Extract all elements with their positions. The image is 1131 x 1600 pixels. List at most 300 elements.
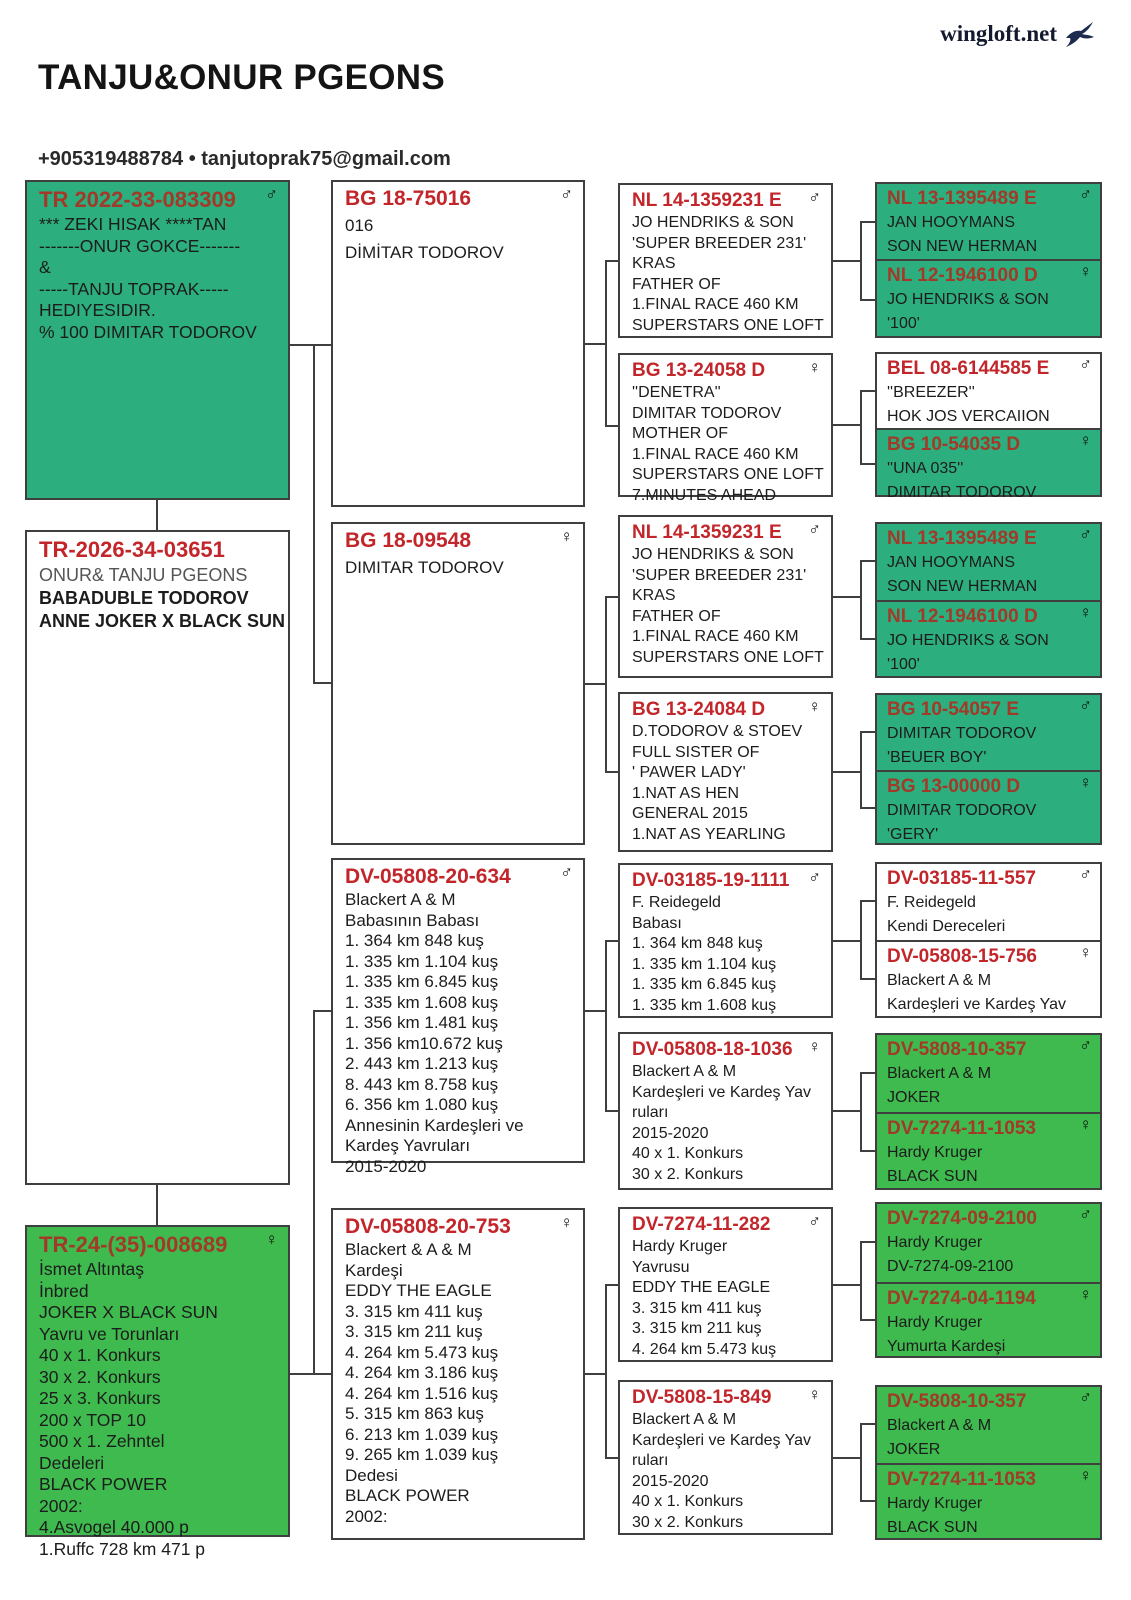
box-lines — [887, 1311, 1094, 1359]
connector-line — [860, 390, 875, 392]
box-line: 2015-2020 — [345, 1156, 427, 1176]
ring-number: DV-7274-11-1053 — [887, 1118, 1036, 1139]
connector-line — [860, 1072, 875, 1074]
female-icon: ♀ — [1079, 1115, 1092, 1134]
pedigree-box-nl-13-1395489-e-2[interactable] — [875, 522, 1102, 602]
box-line: SON NEW HERMAN — [887, 238, 1038, 255]
box-line: 1. 335 km 6.845 kuş — [632, 976, 777, 993]
box-line: Blackert A & M — [345, 890, 456, 909]
connector-line — [605, 260, 618, 262]
pedigree-box-bg-10-54035-d[interactable] — [875, 428, 1102, 501]
box-line: 30 x 2. Konkurs — [632, 1165, 744, 1183]
ring-number: DV-7274-11-1053 — [887, 1469, 1036, 1490]
box-line: Hardy Kruger — [887, 1144, 983, 1161]
pedigree-box-dv-7274-11-1053-2[interactable] — [875, 1463, 1102, 1540]
pedigree-box-dv-05808-15-756[interactable] — [875, 940, 1102, 1018]
male-icon: ♂ — [1079, 696, 1092, 715]
connector-line — [860, 1319, 875, 1321]
ring-number: NL 12-1946100 D — [887, 265, 1038, 286]
female-icon: ♀ — [1079, 1285, 1092, 1304]
box-lines — [887, 1231, 1094, 1279]
female-icon: ♀ — [560, 527, 573, 546]
box-line: Hardy Kruger — [887, 1314, 983, 1331]
box-line: FATHER OF — [632, 607, 721, 625]
connector-line — [833, 596, 860, 598]
box-line: JAN HOOYMANS — [887, 554, 1016, 571]
pedigree-box-nl-14-1359231-e-2[interactable] — [618, 515, 833, 678]
box-header — [887, 697, 1094, 722]
ring-number: DV-5808-10-357 — [887, 1391, 1027, 1412]
box-line: JO HENDRIKS & SON — [887, 632, 1049, 649]
pedigree-box-bg-13-24058-d[interactable] — [618, 353, 833, 504]
pedigree-box-nl-12-1946100-d-2[interactable] — [875, 600, 1102, 678]
box-line: DİMİTAR TODOROV — [345, 243, 504, 262]
box-line: *** ZEKI HISAK ****TAN — [39, 214, 227, 234]
box-header — [632, 189, 823, 213]
box-header — [345, 528, 575, 554]
box-line: 2002: — [345, 1506, 388, 1526]
box-line: Blackert A & M — [887, 1417, 992, 1434]
connector-line — [860, 1241, 862, 1319]
ring-number: DV-05808-20-634 — [345, 865, 511, 888]
box-line: 2. 443 km 1.213 kuş — [345, 1054, 499, 1073]
box-line: 1. 335 km 1.608 kuş — [345, 992, 499, 1012]
box-line: 4. 264 km 1.516 kuş — [345, 1383, 499, 1403]
male-icon: ♂ — [808, 1212, 821, 1231]
box-line: 'SUPER BREEDER 231' — [632, 566, 807, 584]
box-line: F. Reidegeld — [632, 894, 721, 911]
pedigree-box-tr-2022-33-083309[interactable] — [25, 180, 290, 500]
connector-line — [605, 596, 618, 598]
box-line: DIMITAR TODOROV — [887, 802, 1037, 819]
connector-line — [833, 1110, 860, 1112]
connector-line — [605, 596, 607, 771]
ring-number: DV-7274-09-2100 — [887, 1208, 1037, 1229]
female-icon: ♀ — [808, 697, 821, 716]
box-line: 5. 315 km 863 kuş — [345, 1404, 484, 1423]
box-line: 1. 335 km 1.608 kuş — [632, 996, 777, 1014]
pedigree-box-bg-18-09548[interactable] — [331, 522, 585, 845]
box-line: 40 x 1. Konkurs — [39, 1345, 161, 1365]
box-line: Dedeleri — [39, 1452, 105, 1473]
box-line: 1.NAT AS YEARLING — [632, 825, 786, 843]
ring-number: DV-5808-15-849 — [632, 1387, 772, 1408]
box-line: ruları — [632, 1452, 669, 1469]
box-line: 9. 265 km 1.039 kuş — [345, 1445, 499, 1464]
pedigree-box-bg-13-00000-d[interactable] — [875, 770, 1102, 845]
pedigree-box-dv-5808-15-849[interactable] — [618, 1380, 833, 1535]
male-icon: ♂ — [265, 185, 278, 204]
male-icon: ♂ — [560, 863, 573, 882]
box-header — [887, 604, 1094, 629]
box-line: KRAS — [632, 255, 676, 272]
box-header — [887, 1116, 1094, 1141]
pedigree-box-tr-2026-34-03651[interactable] — [25, 530, 290, 1185]
box-line: Blackert A & M — [887, 1065, 992, 1082]
box-line: JOKER — [887, 1441, 941, 1458]
box-line: 200 x TOP 10 — [39, 1409, 147, 1430]
ring-number: TR 2022-33-083309 — [39, 187, 236, 212]
connector-line — [605, 1284, 618, 1286]
box-line: Hardy Kruger — [887, 1234, 983, 1251]
box-line: Dedesi — [345, 1465, 398, 1485]
male-icon: ♂ — [1079, 1036, 1092, 1055]
box-line: Kardeş Yavruları — [345, 1136, 471, 1155]
box-line: Blackert A & M — [632, 1411, 737, 1428]
box-line: 3. 315 km 211 kuş — [345, 1322, 483, 1341]
connector-line — [313, 1010, 315, 1373]
connector-line — [860, 1423, 875, 1425]
box-line: SON NEW HERMAN — [887, 578, 1038, 595]
box-lines — [345, 554, 575, 581]
box-line: DIMITAR TODOROV — [887, 484, 1037, 501]
ring-number: NL 13-1395489 E — [887, 528, 1037, 549]
connector-line — [860, 560, 862, 638]
brand-name: wingloft.net — [940, 21, 1057, 46]
box-line: 1. 335 km 1.104 kuş — [345, 951, 499, 971]
connector-line — [313, 344, 315, 683]
box-line: 4. 264 km 5.473 kuş — [632, 1340, 777, 1358]
ring-number: NL 12-1946100 D — [887, 606, 1038, 627]
box-line: Kardeşleri ve Kardeş Yav — [887, 996, 1067, 1013]
box-lines — [632, 1410, 823, 1533]
box-line: 'GERY' — [887, 826, 939, 843]
box-line: 1. 335 km 6.845 kuş — [345, 972, 499, 991]
box-line: Blackert A & M — [632, 1063, 737, 1080]
pedigree-box-bg-18-75016[interactable] — [331, 180, 585, 507]
box-lines — [632, 1062, 823, 1185]
box-lines — [345, 1240, 575, 1527]
box-line: 1.FINAL RACE 460 KM — [632, 628, 799, 645]
box-lines — [887, 722, 1094, 770]
box-line: 3. 315 km 411 kuş — [632, 1299, 762, 1317]
box-line: 1.Ruffc 728 km 471 p — [39, 1538, 206, 1559]
ring-number: NL 13-1395489 E — [887, 188, 1037, 209]
male-icon: ♂ — [1079, 185, 1092, 204]
box-header — [345, 186, 575, 212]
pedigree-box-dv-03185-19-1111[interactable] — [618, 863, 833, 1018]
connector-line — [585, 1373, 605, 1375]
connector-line — [605, 771, 618, 773]
pedigree-box-nl-14-1359231-e-1[interactable] — [618, 183, 833, 338]
box-header — [632, 869, 823, 893]
box-header — [632, 698, 823, 722]
ring-number: DV-05808-18-1036 — [632, 1039, 793, 1060]
female-icon: ♀ — [1079, 431, 1092, 450]
box-line: -----TANJU TOPRAK----- — [39, 278, 229, 299]
box-lines — [887, 1062, 1094, 1110]
male-icon: ♂ — [1079, 1205, 1092, 1224]
box-lines — [887, 799, 1094, 847]
connector-line — [860, 731, 875, 733]
box-line: HEDIYESIDIR. — [39, 300, 156, 320]
pedigree-box-dv-7274-11-1053-1[interactable] — [875, 1112, 1102, 1190]
box-line: 1. 335 km 1.104 kuş — [632, 955, 777, 973]
box-line: JOKER X BLACK SUN — [39, 1302, 218, 1322]
connector-line — [605, 1457, 618, 1459]
box-line: 1.NAT AS HEN — [632, 784, 739, 802]
ring-number: BG 10-54035 D — [887, 434, 1021, 455]
box-line: Yumurta Kardeşi — [887, 1338, 1006, 1355]
box-line: Yavrusu — [632, 1258, 690, 1276]
ring-number: DV-7274-04-1194 — [887, 1288, 1036, 1309]
connector-line — [605, 260, 607, 425]
box-lines — [887, 288, 1094, 336]
box-line: DIMITAR TODOROV — [887, 725, 1037, 742]
pedigree-box-dv-05808-20-634[interactable] — [331, 858, 585, 1176]
pedigree-box-dv-05808-18-1036[interactable] — [618, 1032, 833, 1190]
box-line: DV-7274-09-2100 — [887, 1258, 1014, 1275]
box-lines — [632, 213, 823, 336]
connector-line — [585, 1010, 605, 1012]
ring-number: TR-24-(35)-008689 — [39, 1232, 228, 1257]
box-lines — [887, 457, 1094, 505]
female-icon: ♀ — [808, 358, 821, 377]
box-line: JO HENDRIKS & SON — [632, 546, 794, 563]
connector-line — [605, 425, 618, 427]
box-line: 500 x 1. Zehntel — [39, 1431, 165, 1451]
connector-line — [833, 771, 860, 773]
female-icon: ♀ — [1079, 943, 1092, 962]
ring-number: BEL 08-6144585 E — [887, 358, 1050, 379]
box-line: Blackert A & M — [887, 972, 992, 989]
male-icon: ♂ — [808, 520, 821, 539]
box-line: 'SUPER BREEDER 231' — [632, 234, 807, 252]
box-lines — [887, 629, 1094, 677]
page-title: TANJU&ONUR PGEONS — [38, 58, 445, 97]
box-line: JOKER — [887, 1089, 941, 1106]
box-lines — [887, 1414, 1094, 1462]
box-lines — [887, 1141, 1094, 1189]
box-lines — [39, 564, 286, 633]
male-icon: ♂ — [808, 188, 821, 207]
box-line: JO HENDRIKS & SON — [887, 291, 1049, 308]
box-lines — [887, 551, 1094, 599]
ring-number: DV-5808-10-357 — [887, 1039, 1027, 1060]
box-line: EDDY THE EAGLE — [632, 1279, 771, 1296]
ring-number: TR-2026-34-03651 — [39, 537, 225, 562]
box-header — [887, 432, 1094, 457]
pedigree-box-dv-7274-11-282[interactable] — [618, 1207, 833, 1362]
box-header — [887, 866, 1094, 891]
male-icon: ♂ — [1079, 865, 1092, 884]
box-line: KRAS — [632, 587, 676, 604]
connector-line — [860, 731, 862, 807]
box-line: Hardy Kruger — [887, 1495, 983, 1512]
box-line: ''BREEZER'' — [887, 384, 975, 401]
ring-number: DV-7274-11-282 — [632, 1214, 771, 1235]
box-line: 6. 213 km 1.039 kuş — [345, 1424, 499, 1444]
box-header — [632, 1038, 823, 1062]
connector-line — [860, 807, 875, 809]
box-header — [887, 263, 1094, 288]
box-line: FULL SISTER OF — [632, 743, 760, 761]
box-line: ''UNA 035'' — [887, 460, 964, 477]
pedigree-box-nl-13-1395489-e-1[interactable] — [875, 182, 1102, 261]
connector-line — [833, 1457, 860, 1459]
box-lines — [887, 211, 1094, 259]
box-line: Hardy Kruger — [632, 1238, 728, 1255]
box-line: Annesinin Kardeşleri ve — [345, 1115, 524, 1135]
box-header — [887, 1037, 1094, 1062]
box-line: Kendi Dereceleri — [887, 918, 1006, 935]
box-line: 3. 315 km 411 kuş — [345, 1301, 483, 1321]
box-line: ' PAWER LADY' — [632, 764, 746, 781]
pedigree-box-tr-24-35-008689[interactable] — [25, 1225, 290, 1559]
ring-number: NL 14-1359231 E — [632, 522, 782, 543]
pedigree-box-dv-5808-10-357-1[interactable] — [875, 1033, 1102, 1114]
box-line: -------ONUR GOKCE------- — [39, 235, 241, 256]
box-line: 1.FINAL RACE 460 KM — [632, 296, 799, 313]
connector-line — [585, 343, 605, 345]
box-line: F. Reidegeld — [887, 894, 976, 911]
pedigree-box-nl-12-1946100-d-1[interactable] — [875, 259, 1102, 338]
box-header — [887, 1286, 1094, 1311]
box-header — [887, 1389, 1094, 1414]
box-lines — [632, 722, 823, 845]
ring-number: DV-03185-19-1111 — [632, 870, 790, 891]
box-header — [632, 1213, 823, 1237]
box-lines — [887, 381, 1094, 429]
connector-line — [860, 1500, 875, 1502]
box-line: 016 — [345, 216, 374, 235]
connector-line — [860, 1072, 862, 1150]
box-line: BABADUBLE TODOROV — [39, 588, 249, 608]
box-line: SUPERSTARS ONE LOFT — [632, 466, 824, 483]
box-header — [345, 1214, 575, 1240]
box-line: 2015-2020 — [632, 1472, 709, 1490]
box-line: JAN HOOYMANS — [887, 214, 1016, 231]
box-line: '100' — [887, 315, 920, 332]
box-line: ONUR& TANJU PGEONS — [39, 565, 248, 585]
female-icon: ♀ — [808, 1385, 821, 1404]
box-header — [39, 1231, 280, 1259]
box-line: Blackert & A & M — [345, 1240, 472, 1259]
female-icon: ♀ — [808, 1037, 821, 1056]
box-line: BLACK POWER — [39, 1474, 168, 1494]
box-lines — [632, 545, 823, 668]
box-header — [39, 186, 280, 214]
ring-number: DV-05808-15-756 — [887, 946, 1037, 967]
pedigree-box-bel-08-6144585-e[interactable] — [875, 352, 1102, 430]
box-header — [887, 1467, 1094, 1492]
connector-line — [605, 940, 618, 942]
connector-line — [860, 221, 862, 299]
connector-line — [585, 683, 605, 685]
ring-number: DV-05808-20-753 — [345, 1215, 511, 1238]
box-line: ruları — [632, 1104, 669, 1121]
box-header — [632, 359, 823, 383]
connector-line — [833, 424, 860, 426]
connector-line — [860, 560, 875, 562]
box-line: JO HENDRIKS & SON — [632, 214, 794, 231]
box-header — [345, 864, 575, 890]
box-line: 1. 356 km 1.481 kuş — [345, 1013, 499, 1032]
connector-line — [605, 1284, 607, 1457]
connector-line — [860, 463, 875, 465]
box-line: D.TODOROV & STOEV — [632, 723, 803, 740]
pedigree-box-dv-7274-04-1194[interactable] — [875, 1282, 1102, 1358]
box-lines — [887, 1492, 1094, 1540]
box-header — [887, 774, 1094, 799]
pedigree-box-bg-13-24084-d[interactable] — [618, 692, 833, 852]
connector-line — [833, 940, 860, 942]
box-line: EDDY THE EAGLE — [345, 1281, 492, 1300]
connector-line — [860, 1241, 875, 1243]
connector-line — [860, 299, 875, 301]
box-line: 7.MINUTES AHEAD — [632, 486, 777, 504]
box-lines — [632, 383, 823, 506]
box-line: BLACK SUN — [887, 1519, 978, 1536]
connector-line — [605, 1110, 618, 1112]
box-line: İnbred — [39, 1280, 89, 1301]
box-line: MOTHER OF — [632, 425, 728, 442]
box-line: SUPERSTARS ONE LOFT — [632, 648, 824, 666]
contact-info: +905319488784 • tanjutoprak75@gmail.com — [38, 148, 451, 170]
connector-line — [860, 900, 862, 978]
ring-number: BG 13-00000 D — [887, 776, 1021, 797]
box-line: DIMITAR TODOROV — [632, 404, 782, 422]
connector-line — [860, 900, 875, 902]
connector-line — [833, 260, 860, 262]
box-line: Babası — [632, 914, 682, 932]
box-line: 1. 364 km 848 kuş — [345, 931, 484, 950]
box-line: 1. 356 km10.672 kuş — [345, 1033, 503, 1053]
connector-line — [313, 682, 331, 684]
connector-line — [290, 1373, 331, 1375]
connector-line — [860, 1423, 862, 1500]
box-line: '100' — [887, 656, 920, 673]
box-line: 30 x 2. Konkurs — [39, 1366, 161, 1387]
box-lines — [39, 1259, 280, 1560]
box-line: GENERAL 2015 — [632, 805, 748, 822]
ring-number: NL 14-1359231 E — [632, 190, 782, 211]
female-icon: ♀ — [1079, 603, 1092, 622]
female-icon: ♀ — [560, 1213, 573, 1232]
box-lines — [39, 214, 280, 343]
connector-line — [605, 940, 607, 1110]
pedigree-box-dv-7274-09-2100[interactable] — [875, 1202, 1102, 1284]
ring-number: BG 18-75016 — [345, 187, 472, 210]
box-header — [39, 536, 280, 564]
box-line: 1. 364 km 848 kuş — [632, 935, 763, 952]
box-line: BLACK SUN — [887, 1168, 978, 1185]
box-header — [887, 356, 1094, 381]
box-line: 4.Asvogel 40.000 p — [39, 1517, 189, 1537]
box-line: 6. 356 km 1.080 kuş — [345, 1095, 499, 1114]
box-line: 4. 264 km 5.473 kuş — [345, 1342, 499, 1362]
male-icon: ♂ — [1079, 525, 1092, 544]
ring-number: DV-03185-11-557 — [887, 868, 1036, 889]
connector-line — [860, 1150, 875, 1152]
box-line: 4. 264 km 3.186 kuş — [345, 1363, 499, 1382]
box-line: Yavru ve Torunları — [39, 1323, 180, 1344]
pedigree-box-dv-05808-20-753[interactable] — [331, 1208, 585, 1540]
box-line: Kardeşi — [345, 1260, 403, 1280]
box-header — [632, 521, 823, 545]
connector-line — [313, 1010, 331, 1012]
connector-line — [833, 1284, 860, 1286]
box-header — [887, 1206, 1094, 1231]
box-line: İsmet Altıntaş — [39, 1259, 145, 1279]
female-icon: ♀ — [1079, 773, 1092, 792]
brand-logo[interactable] — [940, 18, 1097, 50]
pedigree-box-bg-10-54057-e[interactable] — [875, 693, 1102, 772]
ring-number: BG 13-24084 D — [632, 699, 766, 720]
pedigree-box-dv-03185-11-557[interactable] — [875, 862, 1102, 942]
pedigree-box-dv-5808-10-357-2[interactable] — [875, 1385, 1102, 1465]
box-header — [632, 1386, 823, 1410]
